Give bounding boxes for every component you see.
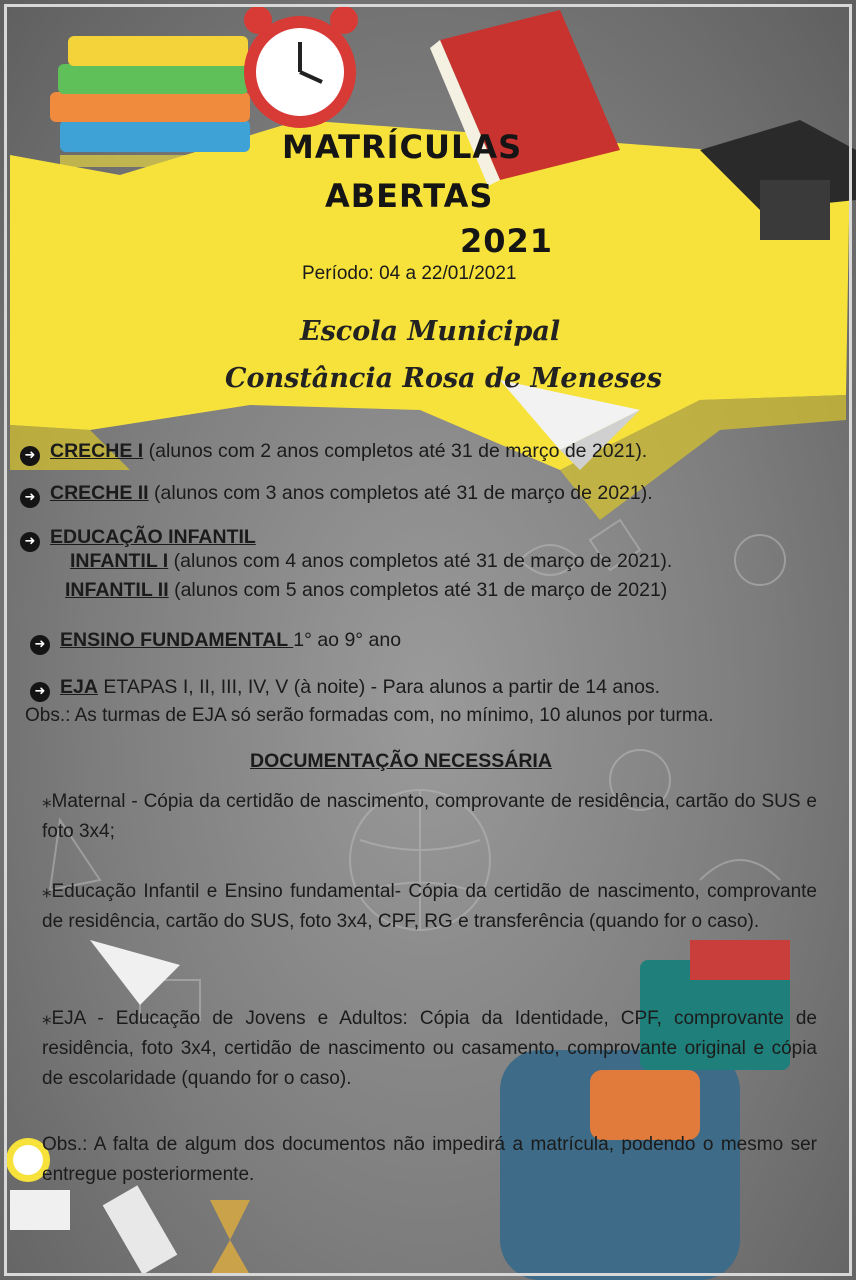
arrow-right-circle-icon: ➜ [30,635,50,655]
enrollment-period: Período: 04 a 22/01/2021 [302,263,517,284]
offering-infantil-1 [70,550,672,573]
arrow-right-circle-icon: ➜ [30,682,50,702]
offering-detail: (alunos com 3 anos completos até 31 de março de 2021). [148,482,653,504]
school-name-line-1: Escola Municipal [300,316,561,347]
arrow-right-circle-icon: ➜ [20,532,40,552]
offering-educacao-infantil [20,526,256,552]
backpack-icon [500,940,790,1280]
title-year: 2021 [460,222,554,260]
arrow-right-circle-icon: ➜ [20,446,40,466]
hourglass-icon [210,1200,250,1275]
doc-maternal: ⁎Maternal - Cópia da certidão de nascimento, comprovante de residência, cartão do SUS e foto 3x4; [42,791,817,842]
offering-label: CRECHE I [50,440,144,462]
docs-heading: DOCUMENTAÇÃO NECESSÁRIA [250,750,552,772]
offering-label: EDUCAÇÃO INFANTIL [50,526,256,548]
alarm-clock-icon [244,6,358,128]
offering-label: INFANTIL II [65,579,169,601]
offering-creche-2 [20,482,653,508]
offering-label: EJA [60,676,98,698]
offering-detail: (alunos com 2 anos completos até 31 de março de 2021). [143,440,648,462]
paper-plane-small-icon [90,940,180,1005]
offering-detail: ETAPAS I, II, III, IV, V (à noite) - Para alunos a partir de 14 anos. [97,676,661,698]
books-stack-icon [50,36,260,167]
offering-creche-1 [20,440,647,466]
offering-eja [30,676,660,702]
offering-label: CRECHE II [50,482,149,504]
offering-ensino-fundamental [30,629,401,655]
offering-label: INFANTIL I [70,550,169,572]
school-name-line-2: Constância Rosa de Meneses [225,363,662,394]
doc-eja: ⁎EJA - Educação de Jovens e Adultos: Cópia da Identidade, CPF, comprovante de residência, foto 3x4, certidão de nascimento ou casamento, comprovante original e cópia de escolaridade (quando for o caso). [42,1008,817,1089]
arrow-right-circle-icon: ➜ [20,488,40,508]
microscope-icon [103,1185,178,1274]
offering-detail: (alunos com 4 anos completos até 31 de março de 2021). [168,550,673,572]
offering-detail: 1° ao 9° ano [293,629,402,651]
final-note: Obs.: A falta de algum dos documentos não impedirá a matrícula, podendo o mesmo ser entregue posteriormente. [42,1134,817,1185]
eja-note: Obs.: As turmas de EJA só serão formadas com, no mínimo, 10 alunos por turma. [25,705,714,726]
doc-infantil-fundamental: ⁎Educação Infantil e Ensino fundamental- Cópia da certidão de nascimento, comprovante de residência, cartão do SUS, foto 3x4, CPF, RG e transferência (quando for o caso). [42,881,817,932]
title-line-2: ABERTAS [325,177,494,215]
offering-label: ENSINO FUNDAMENTAL [60,629,294,651]
title-line-1: MATRÍCULAS [282,128,523,166]
offering-detail: (alunos com 5 anos completos até 31 de março de 2021) [168,579,668,601]
offering-infantil-2 [65,579,667,602]
